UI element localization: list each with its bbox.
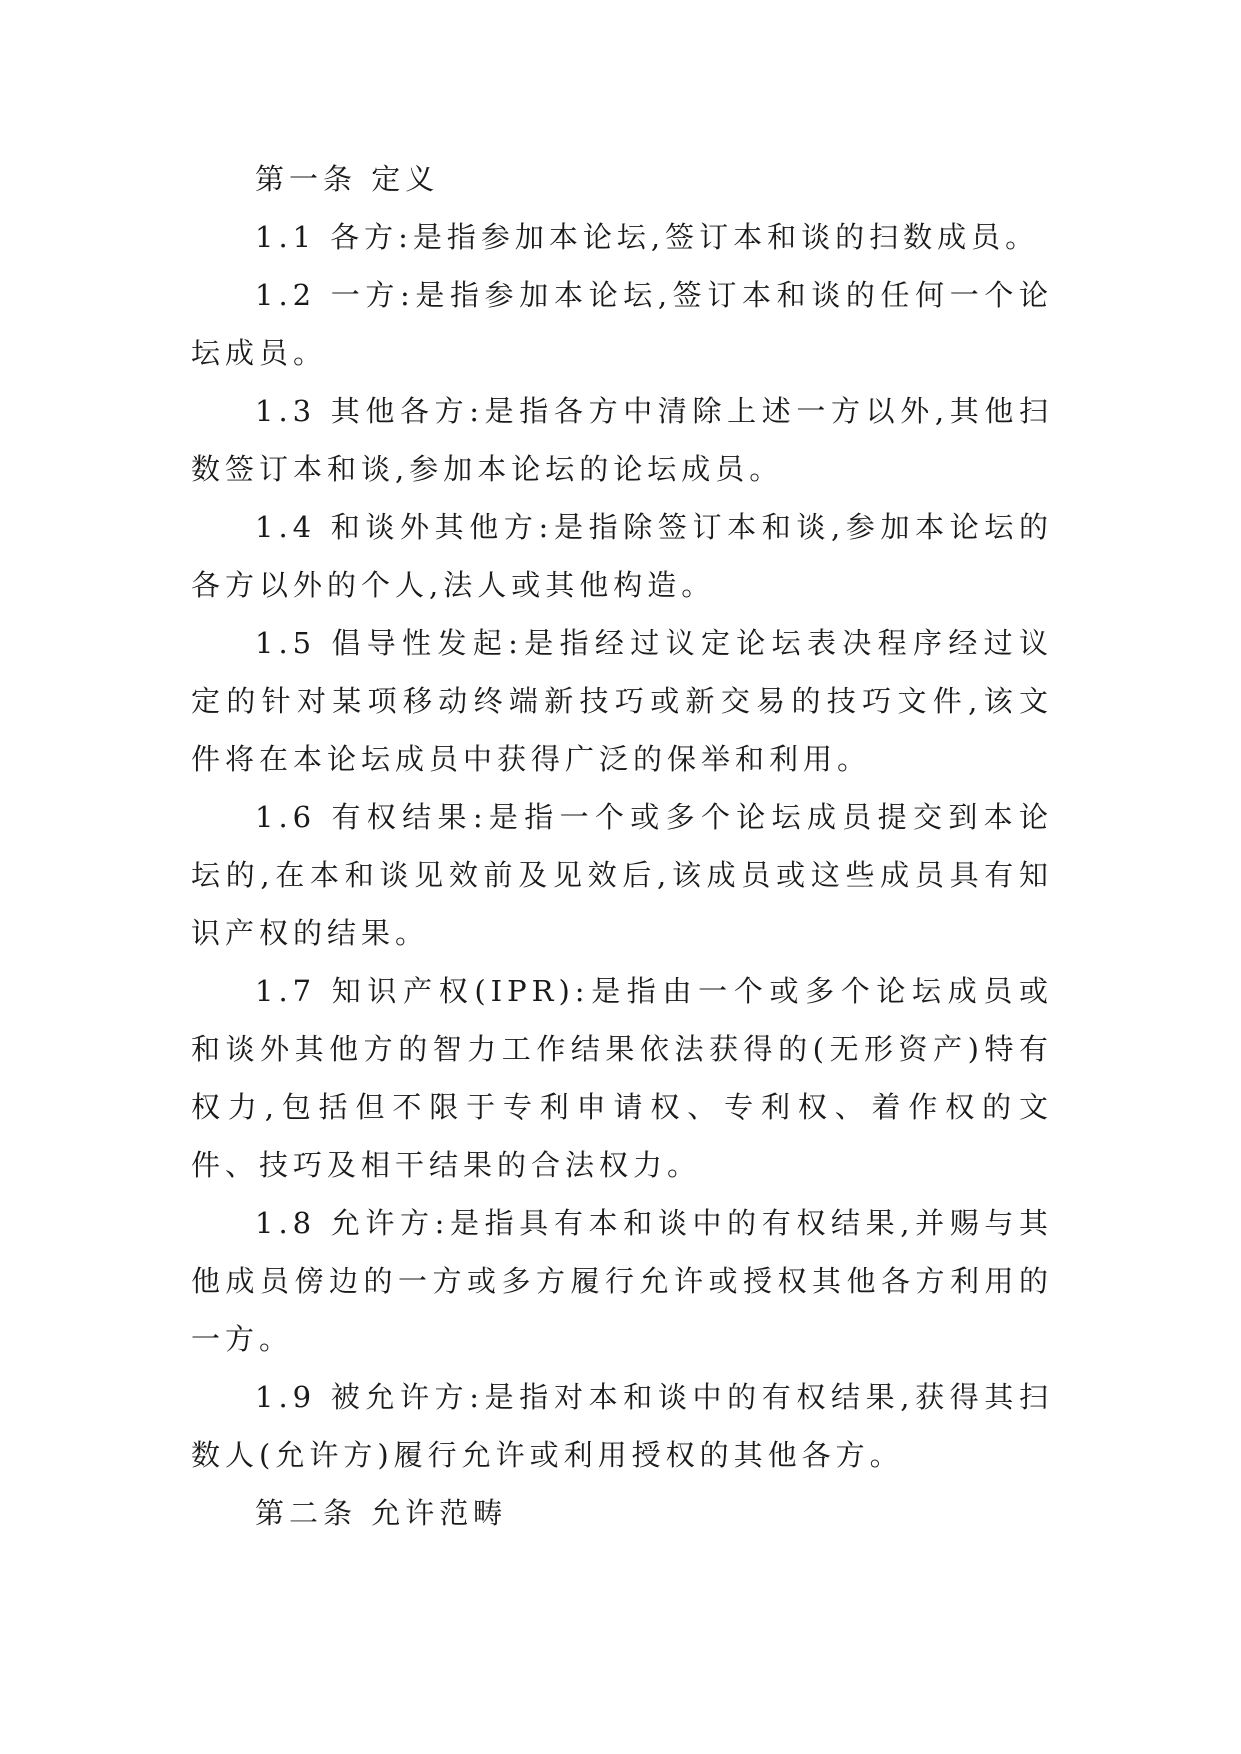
clause-text: 倡导性发起:是指经过议定论坛表决程序经过议定的针对某项移动终端新技巧或新交易的技巧文件,该文件将在本论坛成员中获得广泛的保举和利用。 (191, 626, 1053, 776)
clause-number: 1.2 (255, 278, 317, 312)
article-2-heading: 第二条 允许范畴 (255, 1496, 508, 1530)
definition-1-3 (191, 382, 1053, 498)
clause-number: 1.9 (255, 1380, 317, 1414)
clause-number: 1.7 (255, 974, 317, 1008)
clause-number: 1.5 (255, 626, 317, 660)
clause-number: 1.1 (255, 220, 317, 254)
clause-text: 和谈外其他方:是指除签订本和谈,参加本论坛的各方以外的个人,法人或其他构造。 (191, 510, 1053, 602)
clause-text: 被允许方:是指对本和谈中的有权结果,获得其扫数人(允许方)履行允许或利用授权的其他各方。 (191, 1380, 1053, 1472)
definition-1-2 (191, 266, 1053, 382)
clause-text: 知识产权(IPR):是指由一个或多个论坛成员或和谈外其他方的智力工作结果依法获得的(无形资产)特有权力,包括但不限于专利申请权、专利权、着作权的文件、技巧及相干结果的合法权力。 (191, 974, 1053, 1182)
clause-text: 一方:是指参加本论坛,签订本和谈的任何一个论坛成员。 (191, 278, 1053, 370)
clause-number: 1.6 (255, 800, 317, 834)
definition-1-7 (191, 962, 1053, 1194)
definition-1-1 (191, 208, 1053, 266)
clause-text: 其他各方:是指各方中清除上述一方以外,其他扫数签订本和谈,参加本论坛的论坛成员。 (191, 394, 1053, 486)
definition-1-6 (191, 788, 1053, 962)
definition-1-8 (191, 1194, 1053, 1368)
definition-1-9 (191, 1368, 1053, 1484)
clause-number: 1.8 (255, 1206, 317, 1240)
document-body (191, 150, 1053, 1542)
clause-text: 允许方:是指具有本和谈中的有权结果,并赐与其他成员傍边的一方或多方履行允许或授权其他各方利用的一方。 (191, 1206, 1053, 1356)
clause-number: 1.3 (255, 394, 317, 428)
clause-text: 各方:是指参加本论坛,签订本和谈的扫数成员。 (330, 220, 1040, 254)
clause-number: 1.4 (255, 510, 317, 544)
article-1-heading: 第一条 定义 (255, 162, 440, 196)
definition-1-5 (191, 614, 1053, 788)
clause-text: 有权结果:是指一个或多个论坛成员提交到本论坛的,在本和谈见效前及见效后,该成员或这些成员具有知识产权的结果。 (191, 800, 1053, 950)
definition-1-4 (191, 498, 1053, 614)
